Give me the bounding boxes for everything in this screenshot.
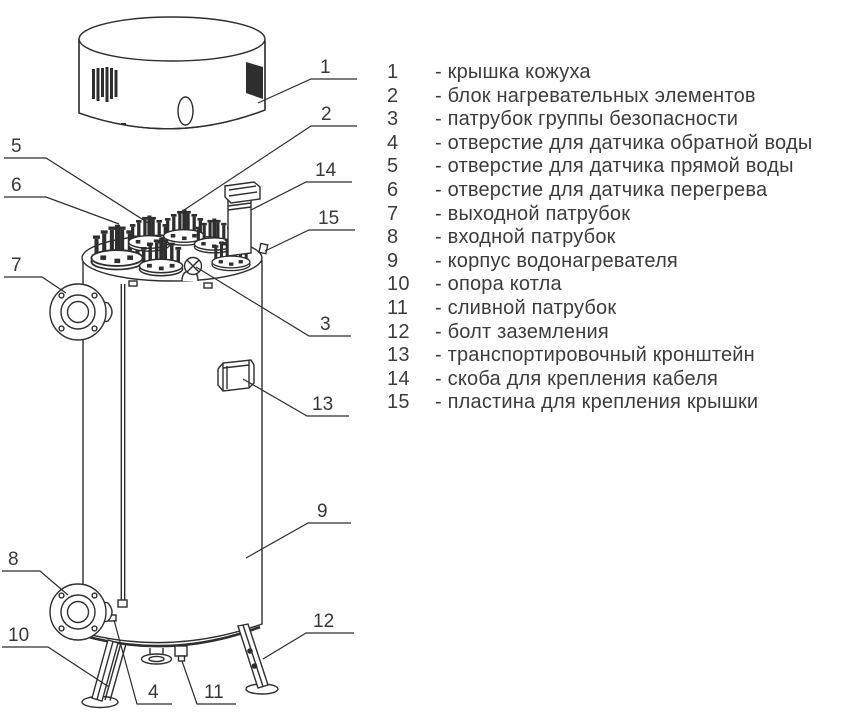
callout-15 bbox=[265, 208, 355, 251]
casing-lid bbox=[79, 17, 265, 129]
legend-number: 12 bbox=[387, 320, 410, 343]
legend-row bbox=[387, 203, 812, 227]
legend-label: - пластина для крепления крышки bbox=[435, 391, 759, 414]
legend-row bbox=[387, 273, 812, 297]
legend-label: - отверстие для датчика обратной воды bbox=[435, 131, 813, 154]
legend-number: 2 bbox=[387, 84, 399, 107]
legend-label: - сливной патрубок bbox=[435, 296, 617, 319]
legend-label: - корпус водонагревателя bbox=[435, 249, 678, 272]
legend-row bbox=[387, 344, 812, 368]
callout-3-number: 3 bbox=[320, 314, 331, 335]
legend-row bbox=[387, 108, 812, 132]
legend-label: - опора котла bbox=[435, 273, 562, 296]
legend-number: 6 bbox=[387, 178, 399, 201]
legend-row bbox=[387, 321, 812, 345]
legend-number: 9 bbox=[387, 249, 399, 272]
callout-11-number: 11 bbox=[204, 682, 224, 703]
callout-9-number: 9 bbox=[317, 501, 328, 522]
legend-label: - патрубок группы безопасности bbox=[435, 108, 739, 131]
callout-4-number: 4 bbox=[148, 682, 159, 703]
legend-number: 15 bbox=[387, 391, 410, 414]
legend-label: - отверстие для датчика перегрева bbox=[435, 178, 768, 201]
legend-row bbox=[387, 391, 812, 415]
legend-label: - скоба для крепления кабеля bbox=[435, 367, 719, 390]
legend-label: - выходной патрубок bbox=[435, 202, 631, 225]
legend-number: 4 bbox=[387, 131, 399, 154]
legend-row bbox=[387, 297, 812, 321]
callout-5-number: 5 bbox=[11, 136, 22, 157]
legend-number: 7 bbox=[387, 202, 399, 225]
callout-2-number: 2 bbox=[321, 104, 332, 125]
callout-13-number: 13 bbox=[312, 394, 334, 415]
legend-number: 1 bbox=[387, 61, 399, 83]
legend-row bbox=[387, 61, 812, 85]
transport-bracket bbox=[218, 360, 254, 391]
legend-label: - болт заземления bbox=[435, 320, 609, 343]
lid-keyhole bbox=[178, 97, 193, 125]
legend-number: 3 bbox=[387, 108, 399, 131]
callout-1-number: 1 bbox=[320, 57, 331, 78]
legend-row bbox=[387, 226, 812, 250]
legend-number: 11 bbox=[387, 296, 409, 319]
callout-12 bbox=[263, 611, 354, 659]
legend-label: - входной патрубок bbox=[435, 226, 616, 249]
callout-8 bbox=[2, 549, 68, 595]
legend-row bbox=[387, 250, 812, 274]
legend-number: 8 bbox=[387, 226, 399, 249]
cable-clamp-bracket bbox=[225, 182, 260, 256]
callout-14-number: 14 bbox=[315, 160, 337, 181]
callout-7-number: 7 bbox=[11, 255, 22, 276]
callout-12-number: 12 bbox=[313, 611, 335, 632]
legend-row bbox=[387, 368, 812, 392]
legend-number: 13 bbox=[387, 344, 410, 367]
callout-10-number: 10 bbox=[8, 625, 30, 646]
legend-row bbox=[387, 132, 812, 156]
callout-5 bbox=[4, 136, 153, 226]
callout-8-number: 8 bbox=[8, 549, 19, 570]
legend-label: - транспортировочный кронштейн bbox=[435, 344, 755, 367]
legend-number: 5 bbox=[387, 155, 399, 178]
legend-label: - блок нагревательных элементов bbox=[435, 84, 756, 107]
legend-label: - крышка кожуха bbox=[435, 61, 591, 83]
legend-row bbox=[387, 155, 812, 179]
callout-15-number: 15 bbox=[318, 208, 340, 229]
callout-6-number: 6 bbox=[11, 175, 22, 196]
legend-label: - отверстие для датчика прямой воды bbox=[435, 155, 794, 178]
tank-body bbox=[50, 182, 278, 708]
callout-6 bbox=[4, 175, 119, 224]
legend-row bbox=[387, 179, 812, 203]
callout-14 bbox=[251, 160, 352, 210]
legend-row bbox=[387, 85, 812, 109]
heating-element-blocks bbox=[91, 209, 250, 275]
callout-7 bbox=[4, 255, 66, 293]
callout-11 bbox=[182, 661, 236, 704]
vent-slots-right bbox=[246, 62, 263, 99]
drain-pipe bbox=[175, 646, 187, 656]
ground-bolt bbox=[252, 663, 258, 669]
legend-number: 10 bbox=[387, 273, 410, 296]
legend-number: 14 bbox=[387, 367, 410, 390]
parts-legend bbox=[387, 61, 812, 415]
callout-1 bbox=[258, 57, 357, 103]
ground-bolt bbox=[247, 648, 253, 654]
